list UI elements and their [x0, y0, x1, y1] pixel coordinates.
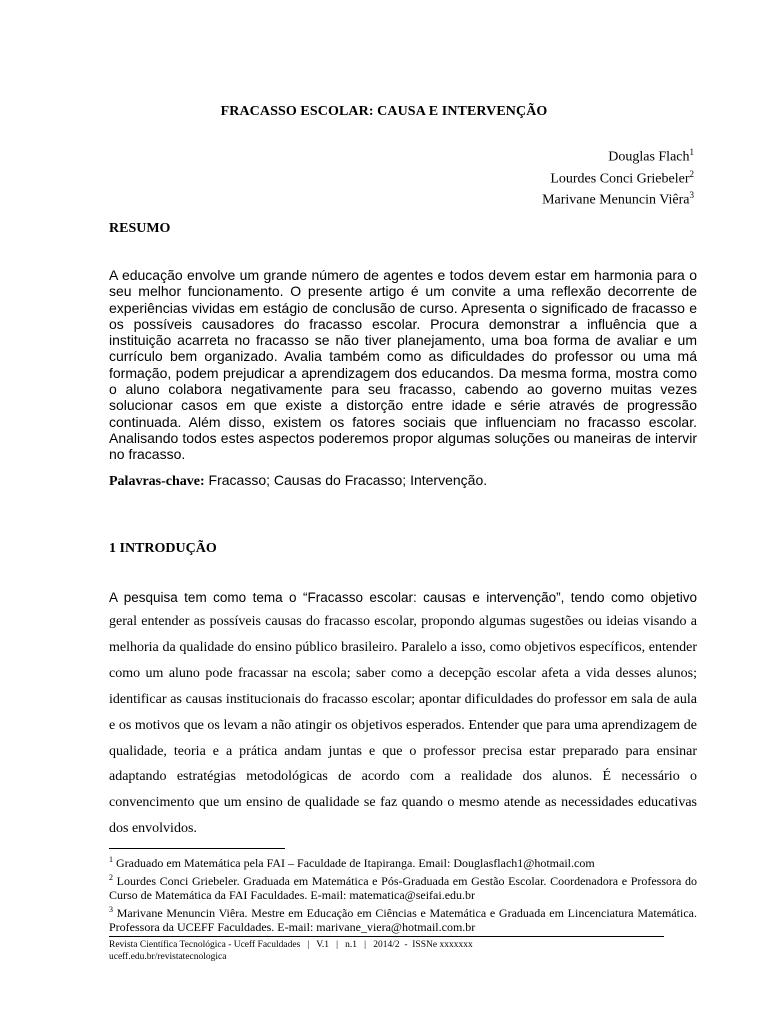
abstract-text: A educação envolve um grande número de agentes e todos devem estar em harmonia para o seu melhor funcionamento. O presente artigo é um convite a uma reflexão decorrente de experiências vividas em estágio de conclusão de curso. Apresenta o significado de fracasso e os possíveis causadores do fracasso escolar. Procura demonstrar a influência que a instituição acarreta no fracasso se não tiver planejamento, uma boa forma de avaliar e um currículo bem organizado. Avalia também como as dificuldades do professor ou uma má formação, podem prejudicar a aprendizagem dos educandos. Da mesma forma, mostra como o aluno colabora negativamente para seu fracasso, cabendo ao governo muitas vezes solucionar casos em que existe a distorção entre idade e série através de progressão continuada. Além disso, existem os fatores sociais que influenciam no fracasso escolar. Analisando todos estes aspectos poderemos propor algumas soluções ou maneiras de intervir no fracasso. — [109, 267, 697, 463]
footnote-2 — [109, 871, 697, 903]
footnote-mark: 2 — [109, 872, 113, 882]
journal-info: Revista Científica Tecnológica - Uceff Faculdades | V.1 | n.1 | 2014/2 - ISSNe xxxxxxx — [109, 940, 473, 950]
author-3 — [542, 187, 694, 209]
page-footer — [109, 940, 473, 963]
author-name: Marivane Menuncin Viêra — [542, 192, 690, 208]
footnote-text: Marivane Menuncin Viêra. Mestre em Educação em Ciências e Matemática e Graduada em Lincenciatura Matemática. Professora da UCEFF Faculdades. E-mail: marivane_viera@hotmail.com.br — [109, 905, 697, 934]
footnote-mark: 2 — [689, 168, 694, 179]
author-2 — [542, 166, 694, 188]
footnotes — [109, 853, 697, 935]
abstract-heading: RESUMO — [109, 221, 171, 236]
keywords-label: Palavras-chave: — [109, 474, 205, 489]
keywords-text: Fracasso; Causas do Fracasso; Intervenção. — [208, 472, 488, 488]
footnote-text: Graduado em Matemática pela FAI – Faculdade de Itapiranga. Email: Douglasflach1@hotmail.com — [116, 856, 595, 870]
footnote-mark: 1 — [689, 147, 694, 157]
author-name: Douglas Flach — [608, 149, 690, 165]
footnote-mark: 3 — [109, 904, 113, 914]
author-list — [542, 144, 694, 209]
author-name: Lourdes Conci Griebeler — [550, 171, 690, 187]
intro-paragraph: geral entender as possíveis causas do fracasso escolar, propondo algumas sugestões ou ideias visando a melhoria da qualidade do ensino público brasileiro. Paralelo a isso, como objetivos específicos, entender como um aluno pode fracassar na escola; saber como a decepção escolar afeta a vida desses alunos; identificar as causas institucionais do fracasso escolar; apontar dificuldades do professor em sala de aula e os motivos que os levam a não atingir os objetivos esperados. Entender que para uma aprendizagem de qualidade, teoria e a prática andam juntas e que o professor precisa estar preparado para ensinar adaptando estratégias metodológicas de acordo com a realidade dos alunos. É necessário o convencimento que um ensino de qualidade se faz quando o mesmo atende as necessidades educativas dos envolvidos. — [109, 614, 697, 837]
footnote-text: Lourdes Conci Griebeler. Graduada em Matemática e Pós-Graduada em Gestão Escolar. Coordenadora e Professora do Curso de Matemática da FAI Faculdades. E-mail: matematica@seifai.edu.br — [109, 873, 698, 902]
footnote-3 — [109, 903, 697, 935]
author-1 — [542, 144, 694, 166]
paper-title: FRACASSO ESCOLAR: CAUSA E INTERVENÇÃO — [220, 104, 548, 119]
intro-first-line: A pesquisa tem como tema o “Fracasso escolar: causas e intervenção”, tendo como objetivo — [109, 590, 697, 605]
footnote-mark: 3 — [689, 190, 694, 201]
footnote-1 — [109, 853, 697, 871]
journal-url: uceff.edu.br/revistatecnologica — [109, 951, 227, 962]
footnote-mark: 1 — [109, 855, 113, 864]
footer-divider — [109, 936, 664, 937]
keywords-line — [109, 472, 697, 490]
footnote-divider — [109, 848, 285, 849]
section-heading-introduction: 1 INTRODUÇÃO — [109, 541, 217, 556]
